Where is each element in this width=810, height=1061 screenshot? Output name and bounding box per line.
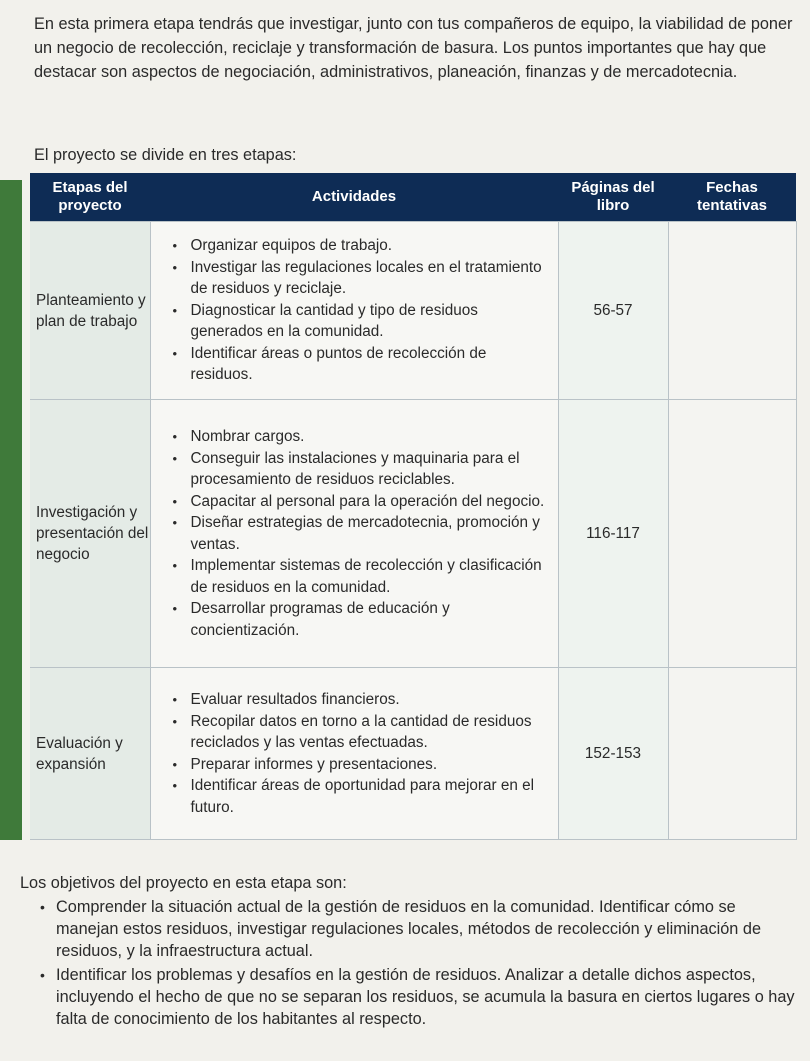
objectives-section (20, 872, 800, 1032)
list-item: • Identificar áreas o puntos de recolección de residuos. (191, 343, 550, 386)
activities-list (151, 426, 558, 641)
list-item: • Investigar las regulaciones locales en el tratamiento de residuos y reciclaje. (191, 257, 550, 300)
project-stages-table (30, 173, 797, 840)
list-item: • Diagnosticar la cantidad y tipo de residuos generados en la comunidad. (191, 300, 550, 343)
table-row (30, 400, 796, 668)
list-item: • Nombrar cargos. (191, 426, 550, 448)
intro-paragraph: En esta primera etapa tendrás que investigar, junto con tus compañeros de equipo, la viabilidad de poner un negocio de recolección, reciclaje y transformación de basura. Los puntos importantes que hay que destacar son aspectos de negociación, administrativos, planeación, finanzas y de mercadotecnia. (34, 15, 793, 81)
activities-cell (150, 400, 558, 668)
table-row (30, 668, 796, 840)
activities-list (151, 689, 558, 818)
objectives-list (20, 896, 800, 1030)
header-dates: Fechas tentativas (668, 173, 796, 222)
dates-cell (668, 222, 796, 400)
list-item: • Capacitar al personal para la operación del negocio. (191, 491, 550, 513)
page-edge-bar (0, 180, 22, 840)
list-item: • Organizar equipos de trabajo. (191, 235, 550, 257)
list-item: • Identificar los problemas y desafíos en la gestión de residuos. Analizar a detalle dichos aspectos, incluyendo el hecho de que no se separan los residuos, se acumula la basura en ciertos lugares o hay falta de conocimiento de los habitantes al respecto. (56, 964, 800, 1030)
header-pages: Páginas del libro (558, 173, 668, 222)
list-item: • Diseñar estrategias de mercadotecnia, promoción y ventas. (191, 512, 550, 555)
objectives-title: Los objetivos del proyecto en esta etapa son: (20, 874, 347, 892)
list-item: • Recopilar datos en torno a la cantidad de residuos reciclados y las ventas efectuadas. (191, 711, 550, 754)
activities-list (151, 235, 558, 386)
list-item: • Conseguir las instalaciones y maquinaria para el procesamiento de residuos reciclables. (191, 448, 550, 491)
activities-cell (150, 668, 558, 840)
stage-cell: Investigación y presentación del negocio (30, 400, 150, 668)
table-header-row (30, 173, 796, 222)
list-item: • Comprender la situación actual de la gestión de residuos en la comunidad. Identificar cómo se manejan estos residuos, investigar regulaciones locales, métodos de recolección y eliminación de residuos, y la infraestructura actual. (56, 896, 800, 962)
list-item: • Identificar áreas de oportunidad para mejorar en el futuro. (191, 775, 550, 818)
pages-cell: 116-117 (558, 400, 668, 668)
list-item: • Desarrollar programas de educación y concientización. (191, 598, 550, 641)
header-activities: Actividades (150, 173, 558, 222)
pages-cell: 56-57 (558, 222, 668, 400)
dates-cell (668, 668, 796, 840)
list-item: • Implementar sistemas de recolección y clasificación de residuos en la comunidad. (191, 555, 550, 598)
dates-cell (668, 400, 796, 668)
activities-cell (150, 222, 558, 400)
list-item: • Preparar informes y presentaciones. (191, 754, 550, 776)
stage-cell: Evaluación y expansión (30, 668, 150, 840)
list-item: • Evaluar resultados financieros. (191, 689, 550, 711)
header-stages: Etapas del proyecto (30, 173, 150, 222)
pages-cell: 152-153 (558, 668, 668, 840)
table-row (30, 222, 796, 400)
stage-cell: Planteamiento y plan de trabajo (30, 222, 150, 400)
table-lead-text: El proyecto se divide en tres etapas: (34, 146, 297, 164)
